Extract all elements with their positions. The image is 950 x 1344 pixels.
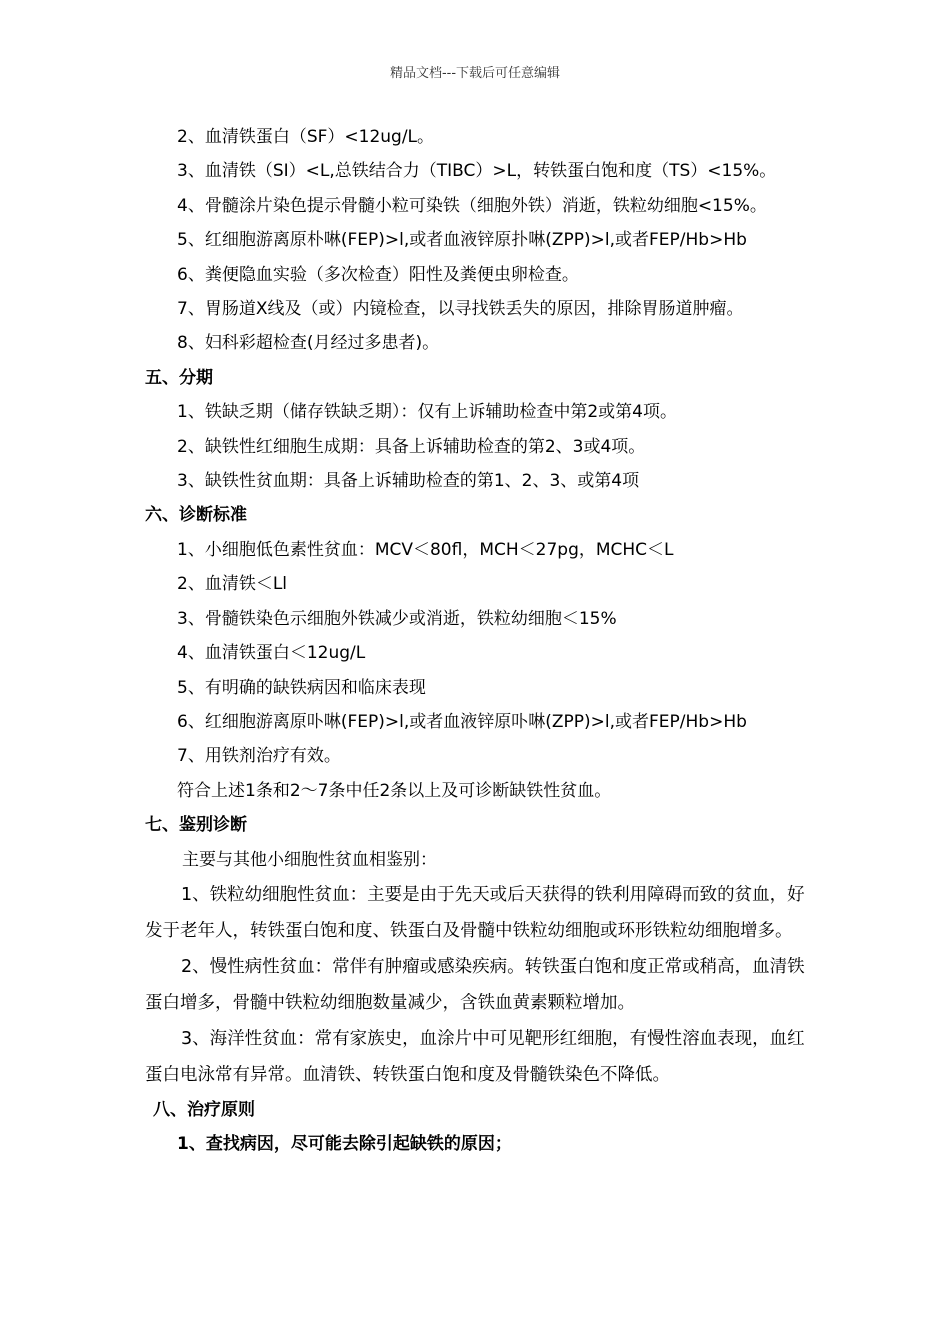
treatment-item: 1、查找病因，尽可能去除引起缺铁的原因； (177, 1134, 512, 1155)
section-heading-differential: 七、鉴别诊断 (145, 815, 247, 836)
exam-item: 3、血清铁（SI）<L,总铁结合力（TIBC）>L，转铁蛋白饱和度（TS）<15%。 (177, 161, 777, 182)
section-heading-staging: 五、分期 (145, 367, 213, 388)
exam-item: 5、红细胞游离原朴啉(FEP)>l,或者血液锌原扑啉(ZPP)>l,或者FEP/Hb>Hb (177, 230, 747, 251)
exam-item: 2、血清铁蛋白（SF）<12ug/L。 (177, 127, 435, 147)
exam-item: 6、粪便隐血实验（多次检查）阳性及粪便虫卵检查。 (177, 264, 579, 285)
section-heading-diagnosis: 六、诊断标准 (145, 505, 247, 526)
diagnosis-item: 6、红细胞游离原卟啉(FEP)>l,或者血液锌原卟啉(ZPP)>l,或者FEP/Hb>Hb (177, 711, 747, 732)
staging-item: 2、缺铁性红细胞生成期：具备上诉辅助检查的第2、3或4项。 (177, 436, 646, 457)
differential-paragraph: 2、慢性病性贫血：常伴有肿瘤或感染疾病。转铁蛋白饱和度正常或稍高，血清铁蛋白增多，骨髓中铁粒幼细胞数量减少，含铁血黄素颗粒增加。 (145, 956, 805, 1013)
differential-paragraph: 1、铁粒幼细胞性贫血：主要是由于先天或后天获得的铁利用障碍而致的贫血，好发于老年人，转铁蛋白饱和度、铁蛋白及骨髓中铁粒幼细胞或环形铁粒幼细胞增多。 (145, 884, 805, 941)
differential-paragraph: 3、海洋性贫血：常有家族史，血涂片中可见靶形红细胞，有慢性溶血表现，血红蛋白电泳常有异常。血清铁、转铁蛋白饱和度及骨髓铁染色不降低。 (145, 1028, 805, 1085)
page-header: 精品文档---下载后可任意编辑 (389, 66, 561, 81)
diagnosis-item: 7、用铁剂治疗有效。 (177, 746, 341, 767)
differential-intro: 主要与其他小细胞性贫血相鉴别： (182, 849, 437, 870)
staging-item: 1、铁缺乏期（储存铁缺乏期）：仅有上诉辅助检查中第2或第4项。 (177, 402, 677, 423)
diagnosis-item: 2、血清铁＜Ll (177, 574, 288, 595)
diagnosis-item: 5、有明确的缺铁病因和临床表现 (177, 677, 426, 698)
section-heading-treatment: 八、治疗原则 (153, 1099, 255, 1120)
exam-item: 8、妇科彩超检查(月经过多患者)。 (177, 333, 440, 354)
diagnosis-item: 4、血清铁蛋白＜12ug/L (177, 643, 366, 664)
diagnosis-item: 3、骨髓铁染色示细胞外铁减少或消逝，铁粒幼细胞＜15% (177, 608, 617, 629)
diagnosis-summary: 符合上述1条和2～7条中任2条以上及可诊断缺铁性贫血。 (177, 780, 612, 801)
staging-item: 3、缺铁性贫血期：具备上诉辅助检查的第1、2、3、或第4项 (177, 471, 640, 492)
diagnosis-item: 1、小细胞低色素性贫血：MCV＜80fl，MCH＜27pg，MCHC＜L (177, 539, 674, 560)
exam-item: 4、骨髓涂片染色提示骨髓小粒可染铁（细胞外铁）消逝，铁粒幼细胞<15%。 (177, 195, 767, 216)
document-body (145, 120, 810, 1162)
exam-item: 7、胃肠道X线及（或）内镜检查，以寻找铁丢失的原因，排除胃肠道肿瘤。 (177, 299, 744, 320)
